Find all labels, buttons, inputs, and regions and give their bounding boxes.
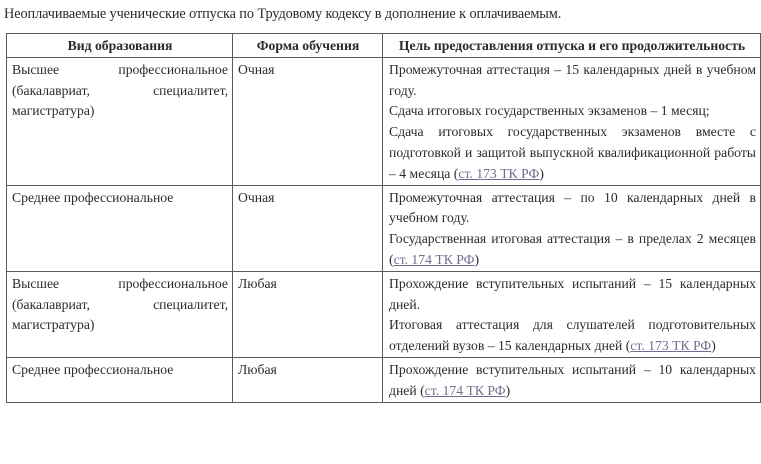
law-article-link[interactable]: ст. 173 ТК РФ bbox=[630, 338, 712, 354]
closing-paren: ) bbox=[539, 165, 544, 181]
leave-purpose-cell bbox=[383, 57, 761, 185]
law-article-link[interactable]: ст. 173 ТК РФ bbox=[458, 165, 540, 181]
table-row bbox=[7, 271, 761, 357]
education-type-cell: Среднее профессиональное bbox=[7, 185, 233, 271]
leave-purpose-line bbox=[389, 315, 756, 357]
education-type-cell: Высшее профессиональное (бакалавриат, специалитет, магистратура) bbox=[7, 271, 233, 357]
closing-paren: ) bbox=[474, 251, 480, 267]
law-article-link[interactable]: ст. 174 ТК РФ bbox=[424, 382, 506, 398]
header-education-type: Вид образования bbox=[7, 34, 233, 58]
table-row bbox=[7, 57, 761, 185]
education-type-cell: Среднее профессиональное bbox=[7, 357, 233, 402]
leave-purpose-text: Прохождение вступительных испытаний – 10 календарных дней ( bbox=[389, 361, 756, 398]
leave-purpose-cell bbox=[383, 271, 761, 357]
leave-purpose-line bbox=[389, 229, 756, 271]
study-leave-table bbox=[6, 33, 761, 403]
leave-purpose-cell bbox=[383, 185, 761, 271]
leave-purpose-line: Сдача итоговых государственных экзаменов – 1 месяц; bbox=[389, 103, 710, 119]
leave-purpose-line: Промежуточная аттестация – по 10 календарных дней в учебном году. bbox=[389, 189, 756, 226]
leave-purpose-text: Государственная итоговая аттестация – в пределах 2 месяцев ( bbox=[389, 231, 756, 267]
leave-purpose-text: Сдача итоговых государственных экзаменов вместе с подготовкой и защитой выпускной квалификационной работы – 4 месяца ( bbox=[389, 124, 756, 181]
table-row bbox=[7, 357, 761, 402]
study-form-cell: Очная bbox=[233, 185, 383, 271]
table-row bbox=[7, 185, 761, 271]
table-caption: Неоплачиваемые ученические отпуска по Трудовому кодексу в дополнение к оплачиваемым. bbox=[4, 6, 562, 22]
leave-purpose-line bbox=[389, 122, 756, 184]
header-leave-purpose: Цель предоставления отпуска и его продолжительность bbox=[383, 34, 761, 58]
study-form-cell: Любая bbox=[233, 271, 383, 357]
leave-purpose-line bbox=[389, 360, 756, 402]
leave-purpose-cell bbox=[383, 357, 761, 402]
table-header-row bbox=[7, 34, 761, 58]
closing-paren: ) bbox=[505, 382, 511, 398]
leave-purpose-line: Промежуточная аттестация – 15 календарных дней в учебном году. bbox=[389, 61, 756, 98]
study-form-cell: Любая bbox=[233, 357, 383, 402]
study-form-cell: Очная bbox=[233, 57, 383, 185]
header-study-form: Форма обучения bbox=[233, 34, 383, 58]
leave-purpose-line: Прохождение вступительных испытаний – 15 календарных дней. bbox=[389, 275, 756, 312]
closing-paren: ) bbox=[711, 338, 716, 354]
law-article-link[interactable]: ст. 174 ТК РФ bbox=[393, 251, 475, 267]
leave-purpose-text: Итоговая аттестация для слушателей подготовительных отделений вузов – 15 календарных дней ( bbox=[389, 317, 756, 354]
education-type-cell: Высшее профессиональное (бакалавриат, специалитет, магистратура) bbox=[7, 57, 233, 185]
